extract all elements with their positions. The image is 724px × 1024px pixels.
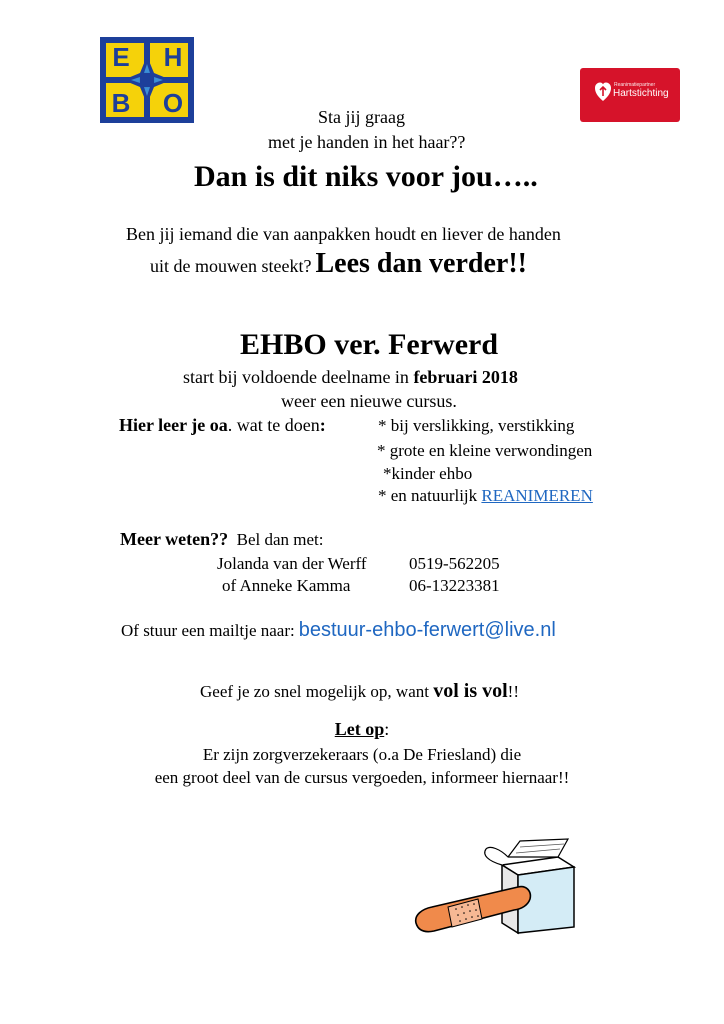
- ehbo-logo: [100, 37, 194, 123]
- pitch-line-1: Ben jij iemand die van aanpakken houdt en liever de handen: [126, 224, 561, 244]
- ehbo-letter-o: O: [162, 88, 184, 118]
- organisation-title: EHBO ver. Ferwerd: [240, 328, 499, 361]
- course-new-line: weer een nieuwe cursus.: [281, 391, 457, 411]
- course-start-line: [183, 366, 518, 388]
- intro-line-2: met je handen in het haar??: [268, 132, 466, 152]
- ehbo-letter-h: H: [163, 42, 183, 72]
- notice-title: [0, 718, 724, 740]
- learn-heading: [119, 414, 326, 436]
- contact-name-2: of Anneke Kamma: [222, 576, 351, 595]
- signup-suffix: !!: [507, 682, 519, 701]
- learn-item-1: * bij verslikking, verstikking: [378, 416, 575, 435]
- intro-line-1: Sta jij graag: [318, 107, 405, 127]
- notice-colon: :: [384, 719, 390, 739]
- contact-name-1: Jolanda van der Werff: [217, 554, 367, 573]
- reanimeren-link[interactable]: REANIMEREN: [481, 486, 593, 505]
- learn-item-2: * grote en kleine verwondingen: [377, 441, 593, 460]
- signup-line: [200, 680, 519, 703]
- contact-label: Meer weten??: [120, 529, 229, 549]
- signup-prefix: Geef je zo snel mogelijk op, want: [200, 682, 429, 701]
- contact-phone-1: 0519-562205: [409, 554, 500, 573]
- contact-phone-2: 06-13223381: [409, 576, 500, 595]
- email-link[interactable]: bestuur-ehbo-ferwert@live.nl: [298, 619, 556, 641]
- heart-icon: [594, 81, 612, 103]
- contact-heading: [120, 528, 324, 551]
- learn-item-4: [378, 485, 593, 507]
- notice-line-1: Er zijn zorgverzekeraars (o.a De Friesland) die: [202, 745, 522, 764]
- pitch-line-2: [150, 248, 527, 280]
- notice-line-2: een groot deel van de cursus vergoeden, informeer hiernaar!!: [154, 768, 570, 787]
- pitch-line-2-text: uit de mouwen steekt?: [150, 256, 312, 276]
- hartstichting-name: Hartstichting: [613, 88, 669, 99]
- bandage-box-illustration: [408, 835, 588, 950]
- learn-text: . wat te doen: [227, 415, 320, 435]
- hartstichting-logo: [580, 68, 680, 122]
- learn-item-4-text: * en natuurlijk: [378, 486, 478, 505]
- ehbo-letter-b: B: [111, 88, 131, 118]
- hartstichting-kicker: Reanimatiepartner: [614, 82, 656, 88]
- contact-call: Bel dan met:: [236, 530, 324, 549]
- notice-title-text: Let op: [334, 719, 385, 739]
- signup-emphasis: vol is vol: [433, 680, 508, 702]
- course-start-text: start bij voldoende deelname in: [183, 367, 409, 387]
- course-start-date: februari 2018: [413, 367, 518, 387]
- pitch-emphasis: Lees dan verder!!: [315, 248, 527, 279]
- learn-label: Hier leer je oa: [119, 415, 228, 435]
- headline: Dan is dit niks voor jou…..: [194, 160, 538, 193]
- ehbo-letter-e: E: [112, 42, 130, 72]
- learn-colon: :: [319, 415, 326, 435]
- learn-item-3: *kinder ehbo: [383, 464, 473, 483]
- mail-prefix: Of stuur een mailtje naar:: [121, 621, 295, 640]
- mail-line: [121, 619, 556, 642]
